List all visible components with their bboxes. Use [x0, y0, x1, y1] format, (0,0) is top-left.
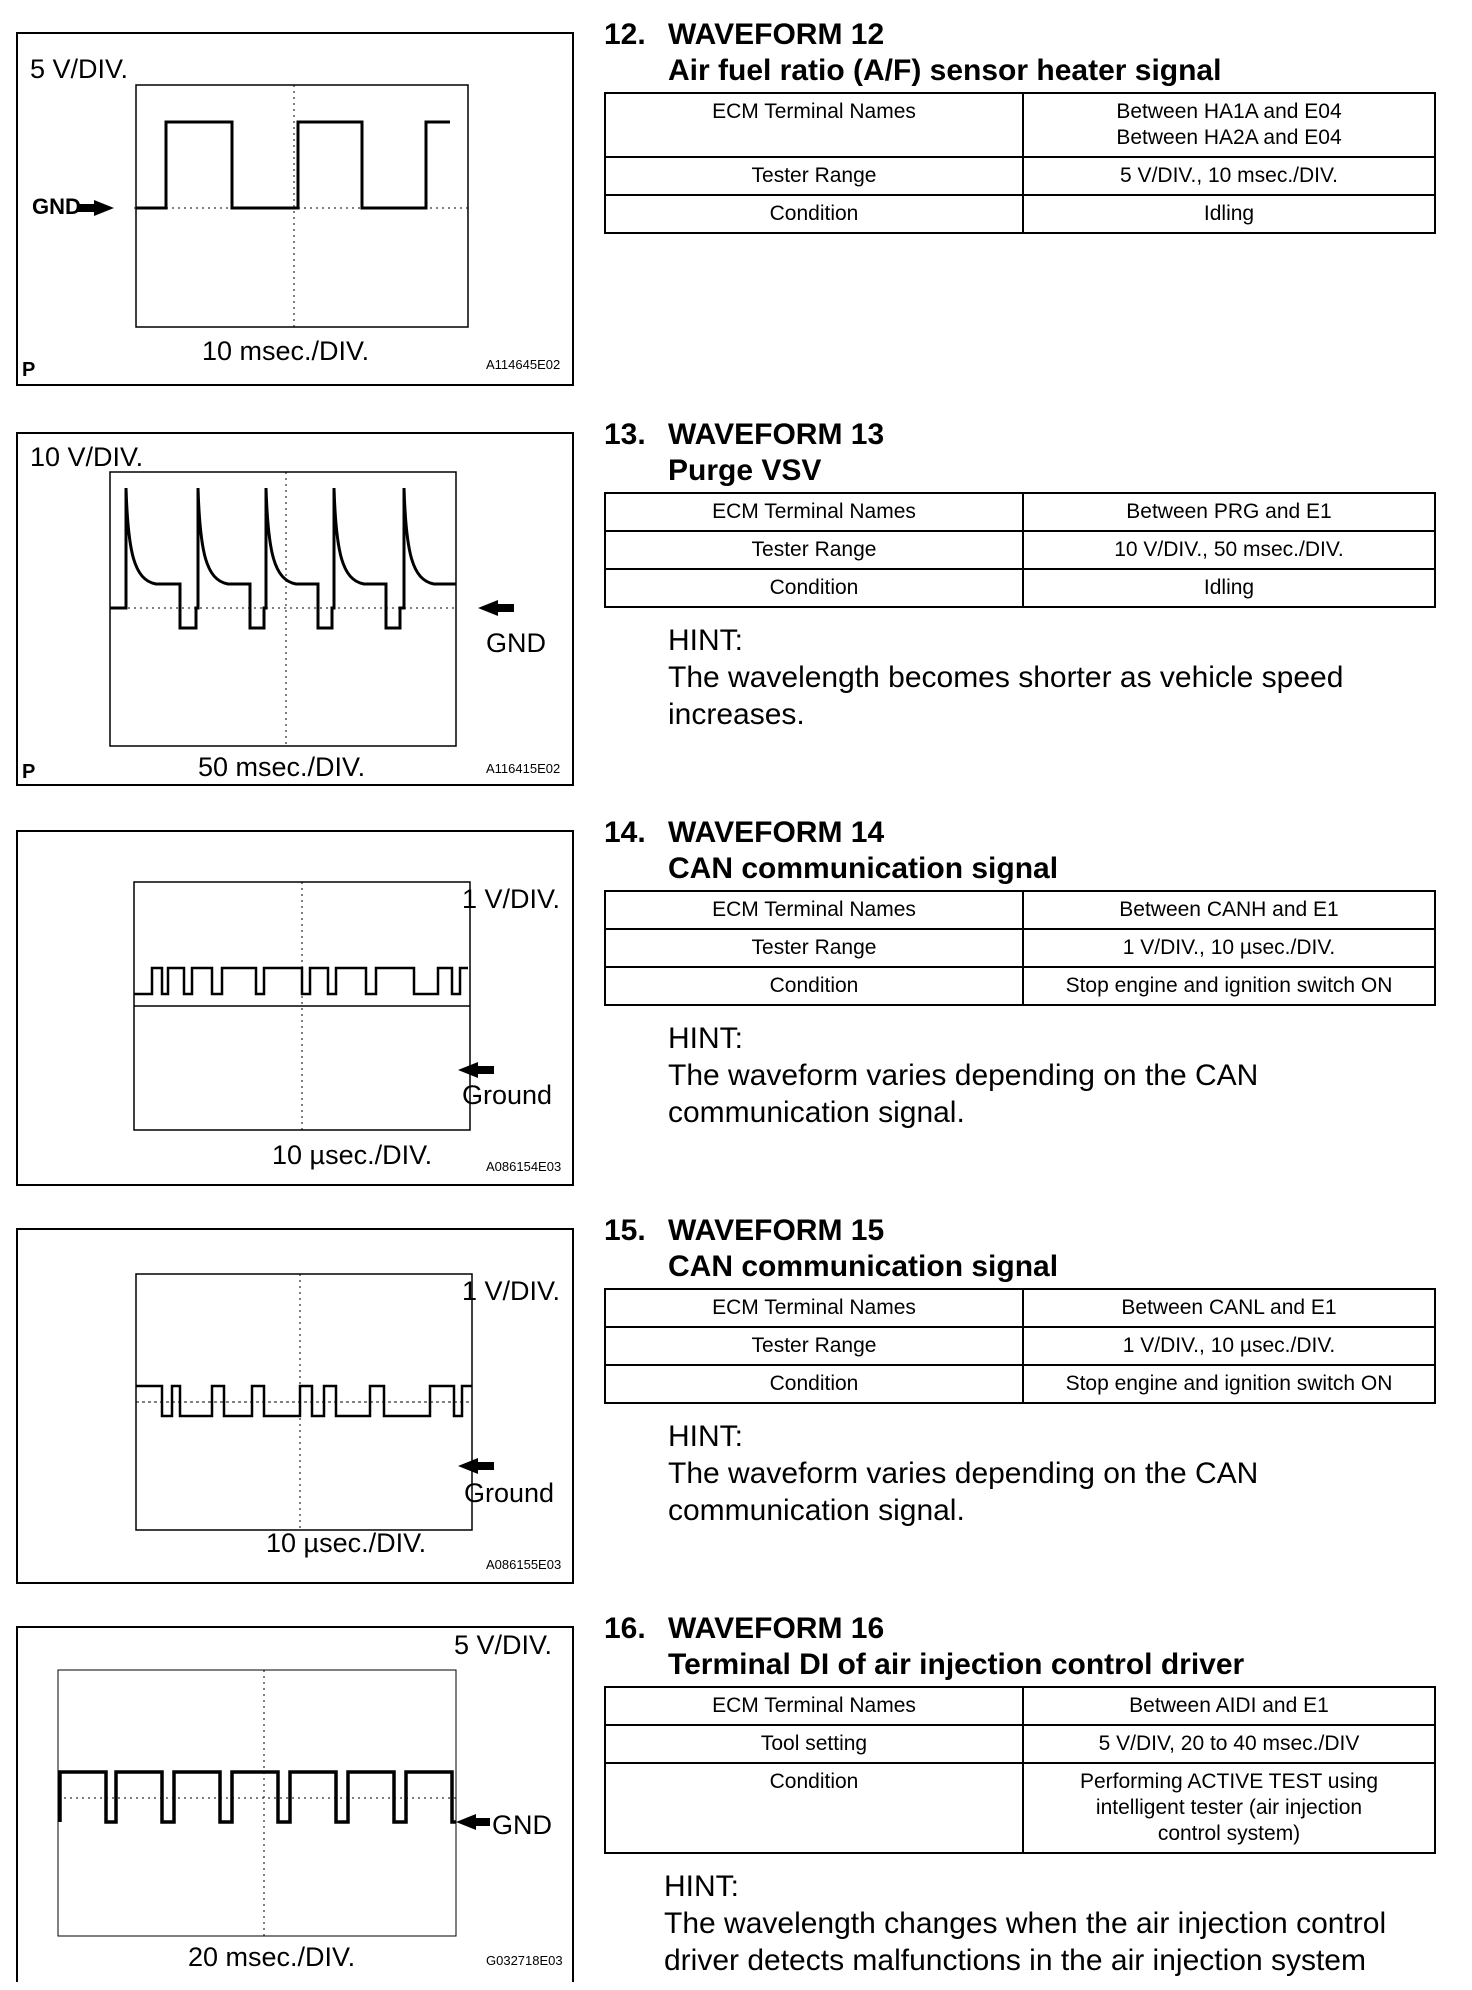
table-row [605, 1687, 1435, 1725]
table-row [605, 891, 1435, 929]
volts-per-div-label: 5 V/DIV. [30, 54, 129, 84]
ground-label: GND [486, 628, 546, 658]
table-row [605, 531, 1435, 569]
figure-code: A086155E03 [486, 1557, 562, 1572]
figure-waveform-15 [16, 1228, 576, 1584]
oscilloscope-12 [16, 32, 576, 388]
volts-per-div-label: 10 V/DIV. [30, 442, 144, 472]
hint-block [664, 1868, 1440, 1979]
oscilloscope-16 [16, 1626, 576, 1982]
section-waveform-15 [604, 1212, 1440, 1529]
hint-label: HINT: [668, 1420, 743, 1453]
p-mark: P [22, 761, 36, 783]
ground-label: Ground [464, 1478, 555, 1508]
section-subtitle: Air fuel ratio (A/F) sensor heater signal [668, 54, 1222, 87]
table-row [605, 1289, 1435, 1327]
section-waveform-12 [604, 16, 1440, 234]
section-title: WAVEFORM 14 [668, 816, 885, 849]
hint-block [668, 1020, 1440, 1131]
hint-block [668, 622, 1440, 733]
hint-label: HINT: [668, 1022, 743, 1055]
section-waveform-16 [604, 1610, 1440, 1979]
row-value: Between PRG and E1 [1023, 493, 1435, 531]
section-title: WAVEFORM 13 [668, 418, 885, 451]
section-number: 13. [604, 418, 646, 451]
section-waveform-14 [604, 814, 1440, 1131]
hint-label: HINT: [664, 1870, 739, 1903]
section-title: WAVEFORM 12 [668, 18, 885, 51]
row-value: 5 V/DIV., 10 msec./DIV. [1023, 157, 1435, 195]
section-subtitle: CAN communication signal [668, 1250, 1059, 1283]
figure-code: A114645E02 [486, 357, 561, 372]
table-row [605, 1763, 1435, 1853]
table-row [605, 93, 1435, 157]
spec-table [604, 1288, 1436, 1404]
table-row [605, 1725, 1435, 1763]
row-value: Between CANL and E1 [1023, 1289, 1435, 1327]
row-value-line: Between HA1A and E04 Between HA2A and E04 [1116, 100, 1342, 149]
figure-waveform-16 [16, 1626, 576, 1982]
figure-waveform-12 [16, 32, 576, 388]
time-per-div-label: 10 µsec./DIV. [266, 1528, 427, 1558]
row-label: Condition [605, 569, 1023, 607]
section-waveform-13 [604, 416, 1440, 733]
row-value: 10 V/DIV., 50 msec./DIV. [1023, 531, 1435, 569]
ground-label: GND [32, 194, 81, 219]
section-subtitle: CAN communication signal [668, 852, 1059, 885]
hint-label: HINT: [668, 624, 743, 657]
p-mark: P [22, 359, 36, 381]
section-subtitle: Purge VSV [668, 454, 822, 487]
figure-code: G032718E03 [486, 1953, 563, 1968]
row-value: Idling [1023, 569, 1435, 607]
hint-text: The waveform varies depending on the CAN communication signal. [668, 1457, 1259, 1527]
row-label: Condition [605, 967, 1023, 1005]
figure-code: A086154E03 [486, 1159, 562, 1174]
spec-table [604, 1686, 1436, 1854]
row-label: ECM Terminal Names [605, 493, 1023, 531]
time-per-div-label: 20 msec./DIV. [188, 1942, 356, 1972]
time-per-div-label: 50 msec./DIV. [198, 752, 366, 782]
section-number: 12. [604, 18, 646, 51]
table-row [605, 493, 1435, 531]
spec-table [604, 492, 1436, 608]
oscilloscope-13 [16, 432, 576, 788]
row-value: Idling [1023, 195, 1435, 233]
hint-text: The wavelength becomes shorter as vehicle speed increases. [668, 661, 1344, 731]
row-label: Tester Range [605, 929, 1023, 967]
table-row [605, 929, 1435, 967]
table-row [605, 195, 1435, 233]
section-title: WAVEFORM 16 [668, 1612, 885, 1645]
row-label: Condition [605, 195, 1023, 233]
section-number: 14. [604, 816, 646, 849]
time-per-div-label: 10 msec./DIV. [202, 336, 370, 366]
hint-text: The waveform varies depending on the CAN communication signal. [668, 1059, 1259, 1129]
row-label: Tool setting [605, 1725, 1023, 1763]
hint-block [668, 1418, 1440, 1529]
row-value: Performing ACTIVE TEST using intelligent tester (air injection control system) [1023, 1763, 1435, 1853]
row-value: 1 V/DIV., 10 µsec./DIV. [1023, 1327, 1435, 1365]
row-value [1023, 93, 1435, 157]
ground-label: Ground [462, 1080, 553, 1110]
row-value: 5 V/DIV, 20 to 40 msec./DIV [1023, 1725, 1435, 1763]
table-row [605, 569, 1435, 607]
row-value: Stop engine and ignition switch ON [1023, 967, 1435, 1005]
volts-per-div-label: 5 V/DIV. [454, 1630, 553, 1660]
ground-label: GND [492, 1810, 552, 1840]
section-title: WAVEFORM 15 [668, 1214, 885, 1247]
table-row [605, 157, 1435, 195]
section-subtitle: Terminal DI of air injection control driver [668, 1648, 1245, 1681]
spec-table [604, 92, 1436, 234]
section-number: 16. [604, 1612, 646, 1645]
row-label: Condition [605, 1763, 1023, 1853]
row-value: Stop engine and ignition switch ON [1023, 1365, 1435, 1403]
time-per-div-label: 10 µsec./DIV. [272, 1140, 433, 1170]
row-label: ECM Terminal Names [605, 891, 1023, 929]
table-row [605, 967, 1435, 1005]
row-value: Between AIDI and E1 [1023, 1687, 1435, 1725]
table-row [605, 1365, 1435, 1403]
row-label: Tester Range [605, 1327, 1023, 1365]
row-label: Tester Range [605, 531, 1023, 569]
row-label: ECM Terminal Names [605, 93, 1023, 157]
volts-per-div-label: 1 V/DIV. [462, 1276, 561, 1306]
row-label: Tester Range [605, 157, 1023, 195]
row-label: ECM Terminal Names [605, 1687, 1023, 1725]
figure-waveform-13 [16, 432, 576, 788]
table-row [605, 1327, 1435, 1365]
figure-waveform-14 [16, 830, 576, 1186]
row-value: Between CANH and E1 [1023, 891, 1435, 929]
figure-code: A116415E02 [486, 761, 561, 776]
hint-text: The wavelength changes when the air injection control driver detects malfunctions in the air injection system [664, 1907, 1387, 1977]
row-label: Condition [605, 1365, 1023, 1403]
row-value: 1 V/DIV., 10 µsec./DIV. [1023, 929, 1435, 967]
row-label: ECM Terminal Names [605, 1289, 1023, 1327]
volts-per-div-label: 1 V/DIV. [462, 884, 561, 914]
section-number: 15. [604, 1214, 646, 1247]
spec-table [604, 890, 1436, 1006]
